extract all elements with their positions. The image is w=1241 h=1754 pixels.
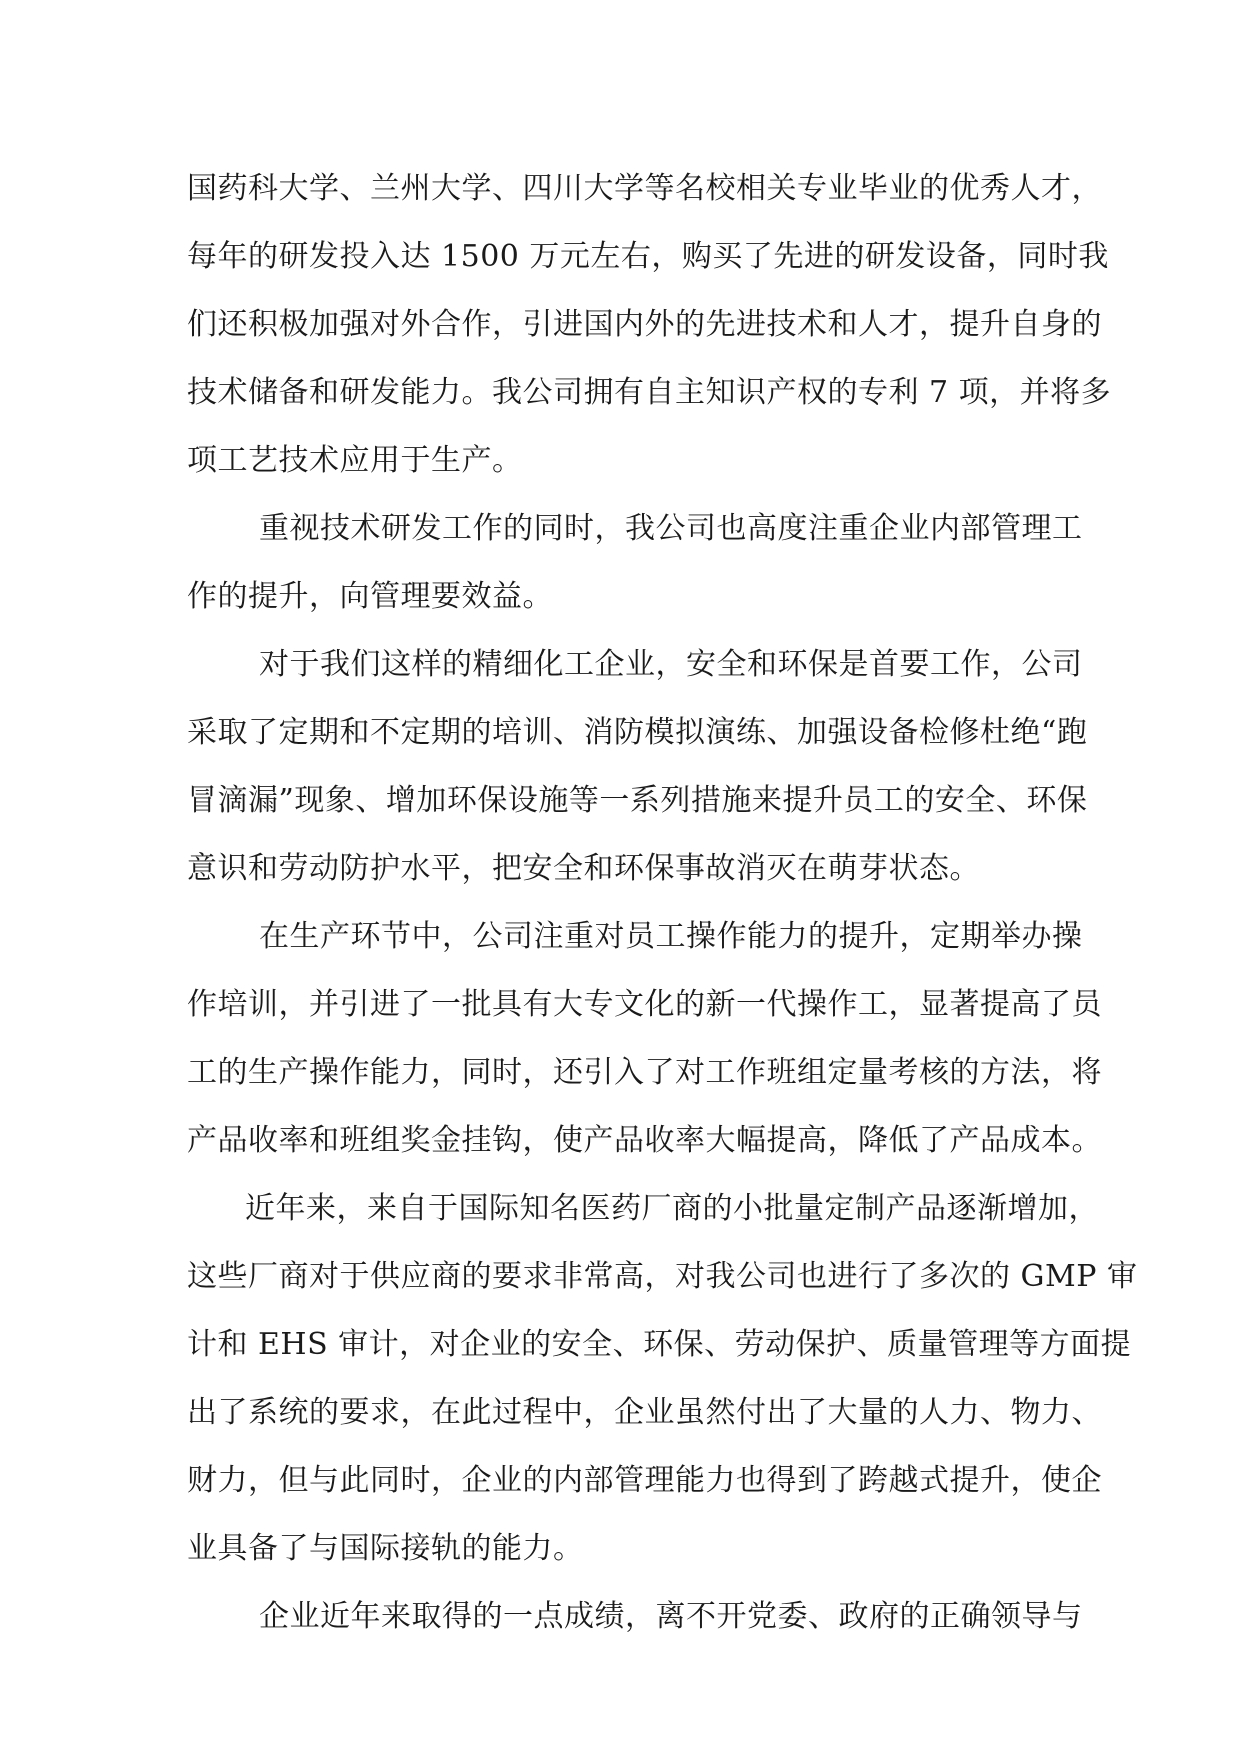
text-line-17: 这些厂商对于供应商的要求非常高，对我公司也进行了多次的 GMP 审 [187, 1259, 1138, 1294]
text-line-3: 们还积极加强对外合作，引进国内外的先进技术和人才，提升自身的 [187, 307, 1102, 342]
text-line-2: 每年的研发投入达 1500 万元左右，购买了先进的研发设备，同时我 [187, 239, 1109, 274]
text-line-14: 工的生产操作能力，同时，还引入了对工作班组定量考核的方法，将 [187, 1055, 1102, 1090]
document-body [187, 155, 1138, 1651]
text-line-18: 计和 EHS 审计，对企业的安全、环保、劳动保护、质量管理等方面提 [187, 1327, 1132, 1362]
text-line-10: 冒滴漏”现象、增加环保设施等一系列措施来提升员工的安全、环保 [187, 783, 1088, 818]
text-line-21: 业具备了与国际接轨的能力。 [187, 1531, 584, 1566]
text-line-19: 出了系统的要求，在此过程中，企业虽然付出了大量的人力、物力、 [187, 1395, 1102, 1430]
text-line-7: 作的提升，向管理要效益。 [187, 579, 553, 614]
text-line-4: 技术储备和研发能力。我公司拥有自主知识产权的专利 7 项，并将多 [187, 375, 1112, 410]
text-line-11: 意识和劳动防护水平，把安全和环保事故消灭在萌芽状态。 [187, 851, 980, 886]
paragraph-start-line: 对于我们这样的精细化工企业，安全和环保是首要工作，公司 [259, 647, 1083, 682]
text-line-20: 财力，但与此同时，企业的内部管理能力也得到了跨越式提升，使企 [187, 1463, 1102, 1498]
text-line-1: 国药科大学、兰州大学、四川大学等名校相关专业毕业的优秀人才， [187, 171, 1102, 206]
text-line-5: 项工艺技术应用于生产。 [187, 443, 523, 478]
text-line-15: 产品收率和班组奖金挂钩，使产品收率大幅提高，降低了产品成本。 [187, 1123, 1102, 1158]
text-line-9: 采取了定期和不定期的培训、消防模拟演练、加强设备检修杜绝“跑 [187, 715, 1088, 750]
paragraph-start-line: 近年来，来自于国际知名医药厂商的小批量定制产品逐渐增加， [245, 1191, 1099, 1226]
paragraph-start-line: 在生产环节中，公司注重对员工操作能力的提升，定期举办操 [259, 919, 1083, 954]
paragraph-start-line: 重视技术研发工作的同时，我公司也高度注重企业内部管理工 [259, 511, 1083, 546]
paragraph-start-line: 企业近年来取得的一点成绩，离不开党委、政府的正确领导与 [259, 1599, 1083, 1634]
text-line-13: 作培训，并引进了一批具有大专文化的新一代操作工，显著提高了员 [187, 987, 1102, 1022]
